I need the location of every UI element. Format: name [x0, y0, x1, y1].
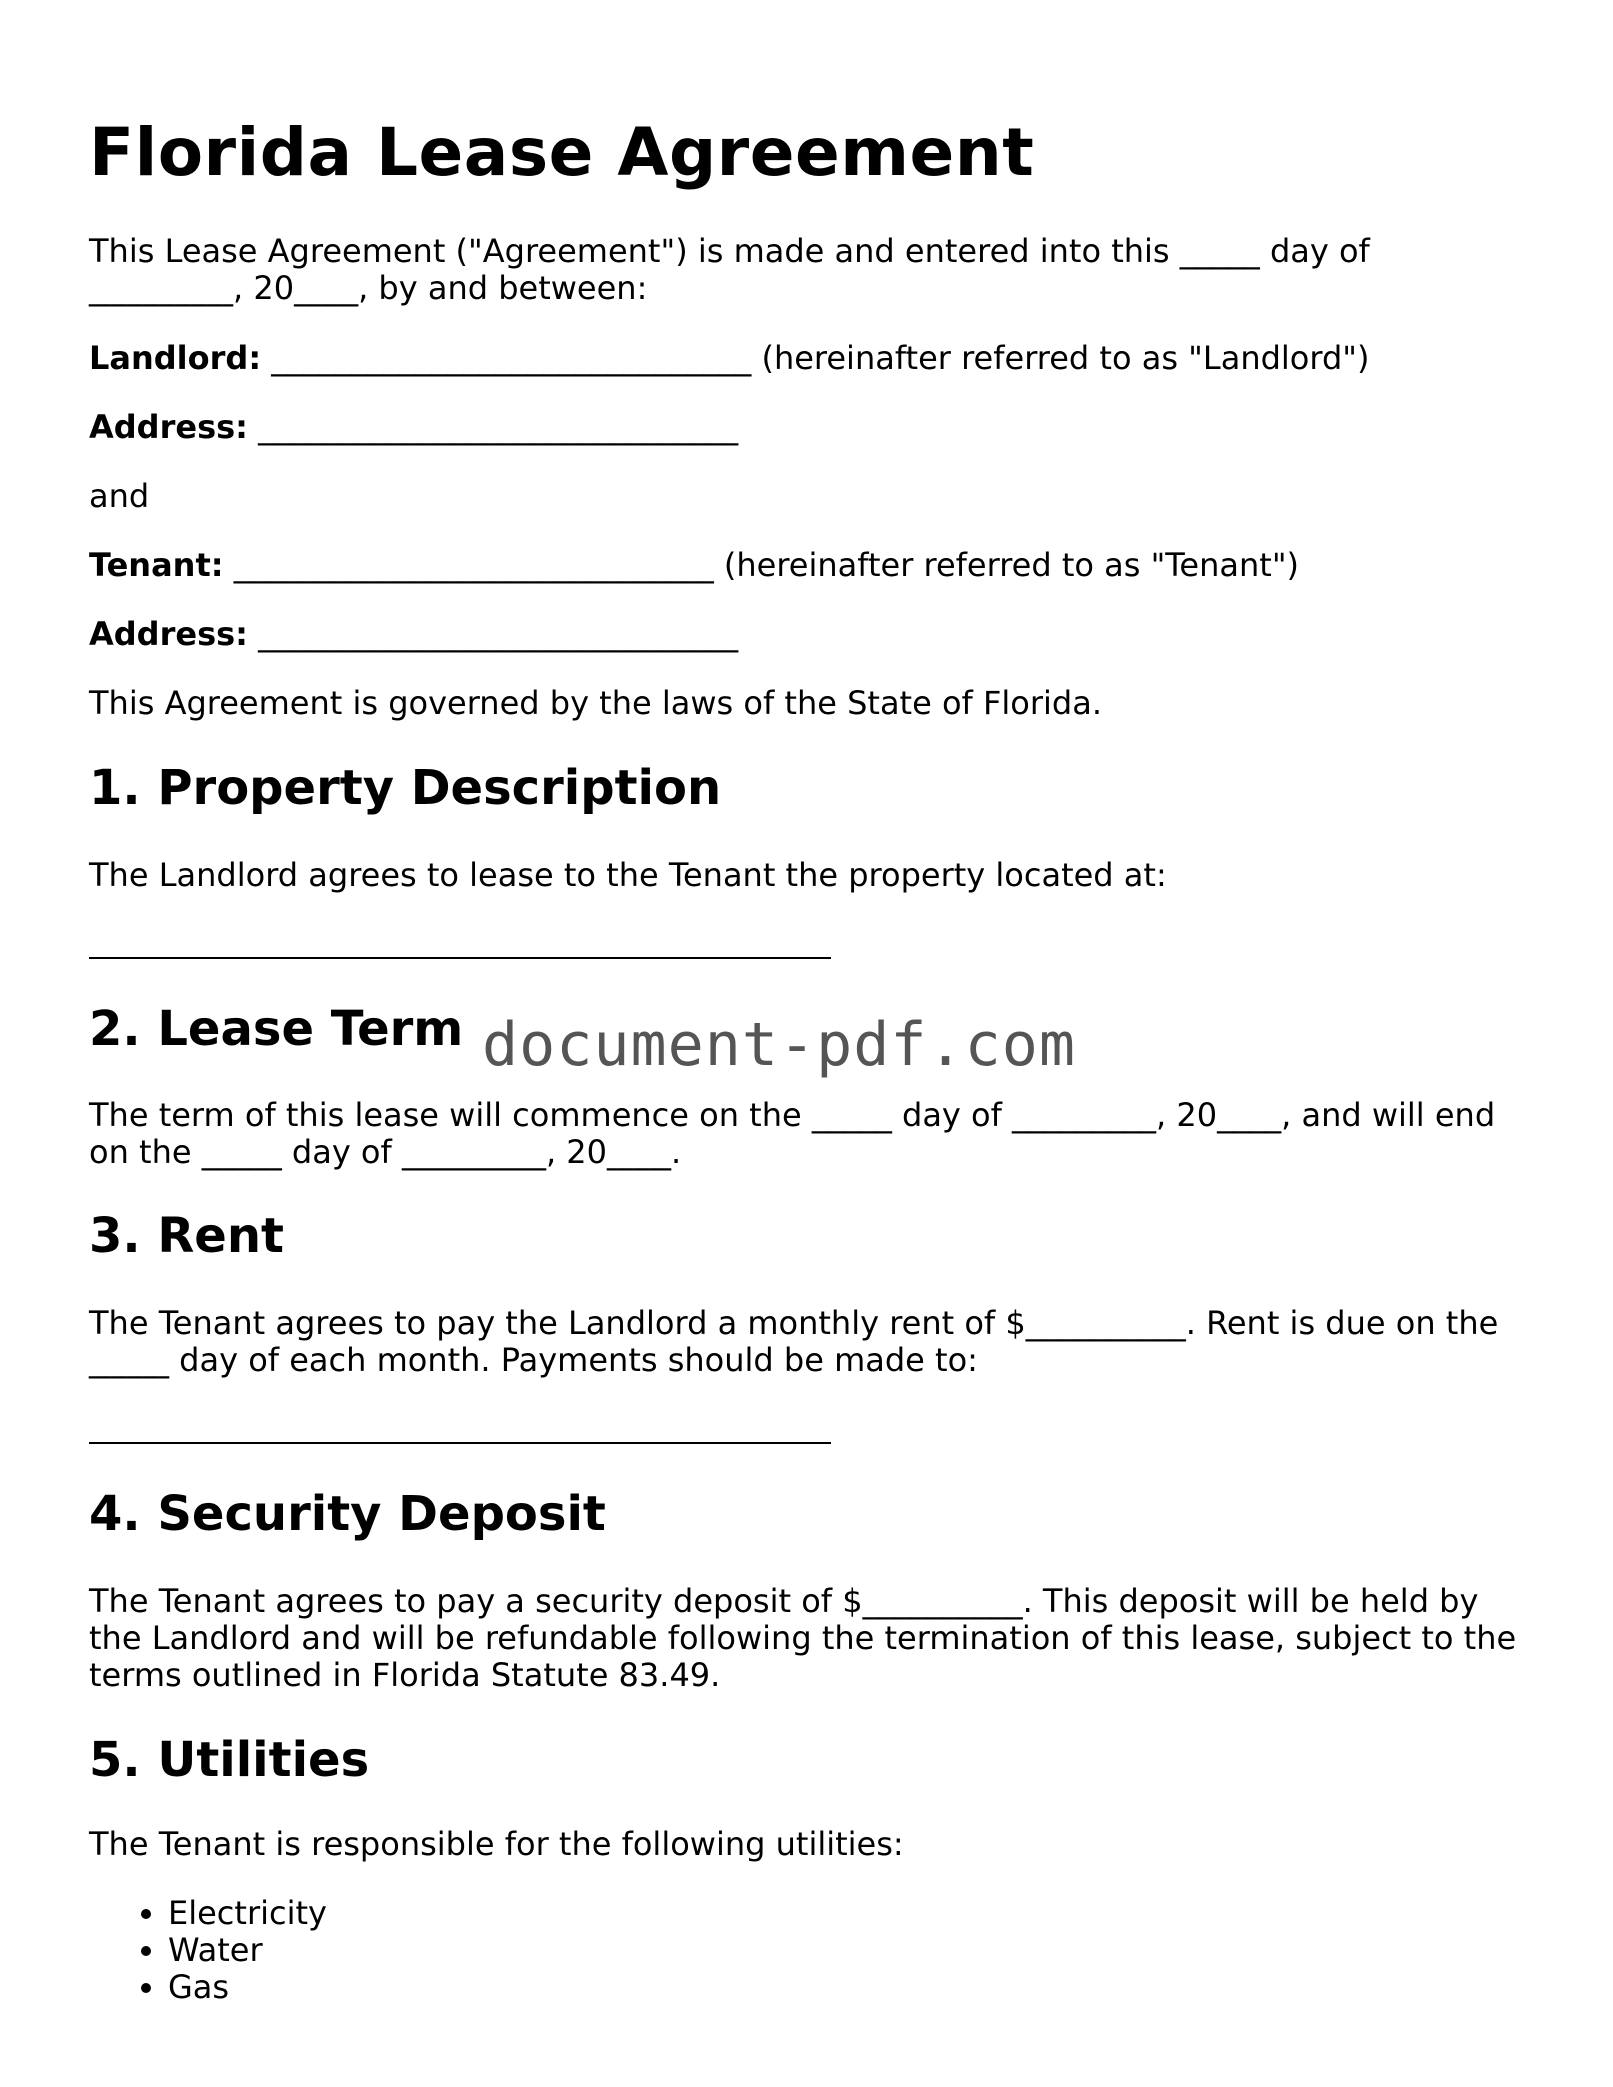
- landlord-blank: ______________________________ (hereinafter referred to as "Landlord"): [271, 339, 1370, 377]
- rent-payee-line: [89, 1442, 831, 1444]
- list-item: • Gas: [168, 1969, 327, 2006]
- document-title: Florida Lease Agreement: [89, 114, 1035, 191]
- section-heading-deposit: 4. Security Deposit: [89, 1486, 606, 1542]
- term-line-1: The term of this lease will commence on the _____ day of _________, 20____, and will end: [89, 1096, 1496, 1134]
- rent-line-1: The Tenant agrees to pay the Landlord a monthly rent of $__________. Rent is due on the: [89, 1304, 1499, 1342]
- tenant-address-field: [89, 616, 738, 653]
- section-heading-term: 2. Lease Term: [89, 1001, 464, 1057]
- governing-law: This Agreement is governed by the laws of the State of Florida.: [89, 684, 1102, 722]
- intro-line-2: _________, 20____, by and between:: [89, 269, 648, 307]
- deposit-line-2: the Landlord and will be refundable following the termination of this lease, subject to the: [89, 1619, 1517, 1657]
- landlord-address-label: Address:: [89, 408, 248, 446]
- intro-line-1: This Lease Agreement ("Agreement") is made and entered into this _____ day of: [89, 232, 1370, 270]
- landlord-label: Landlord:: [89, 339, 262, 377]
- rent-line-2: _____ day of each month. Payments should be made to:: [89, 1341, 978, 1379]
- utilities-list: [89, 1895, 327, 2006]
- landlord-address-field: [89, 409, 738, 446]
- deposit-line-3: terms outlined in Florida Statute 83.49.: [89, 1656, 721, 1694]
- tenant-blank: ______________________________ (hereinafter referred to as "Tenant"): [233, 546, 1300, 584]
- tenant-field: [89, 547, 1299, 584]
- list-item: • Electricity: [168, 1895, 327, 1932]
- landlord-field: [89, 340, 1369, 377]
- section-heading-utilities: 5. Utilities: [89, 1732, 370, 1788]
- section-heading-property: 1. Property Description: [89, 760, 722, 816]
- property-address-line: [89, 957, 831, 959]
- section-heading-rent: 3. Rent: [89, 1208, 284, 1264]
- tenant-label: Tenant:: [89, 546, 224, 584]
- tenant-address-label: Address:: [89, 615, 248, 653]
- term-line-2: on the _____ day of _________, 20____.: [89, 1133, 682, 1171]
- property-text: The Landlord agrees to lease to the Tenant the property located at:: [89, 856, 1167, 894]
- landlord-address-blank: ______________________________: [258, 408, 739, 446]
- watermark: document-pdf.com: [482, 1010, 1076, 1080]
- and-text: and: [89, 477, 150, 515]
- utilities-text: The Tenant is responsible for the following utilities:: [89, 1825, 904, 1863]
- tenant-address-blank: ______________________________: [258, 615, 739, 653]
- deposit-line-1: The Tenant agrees to pay a security deposit of $__________. This deposit will be held by: [89, 1582, 1479, 1620]
- list-item: • Water: [168, 1932, 327, 1969]
